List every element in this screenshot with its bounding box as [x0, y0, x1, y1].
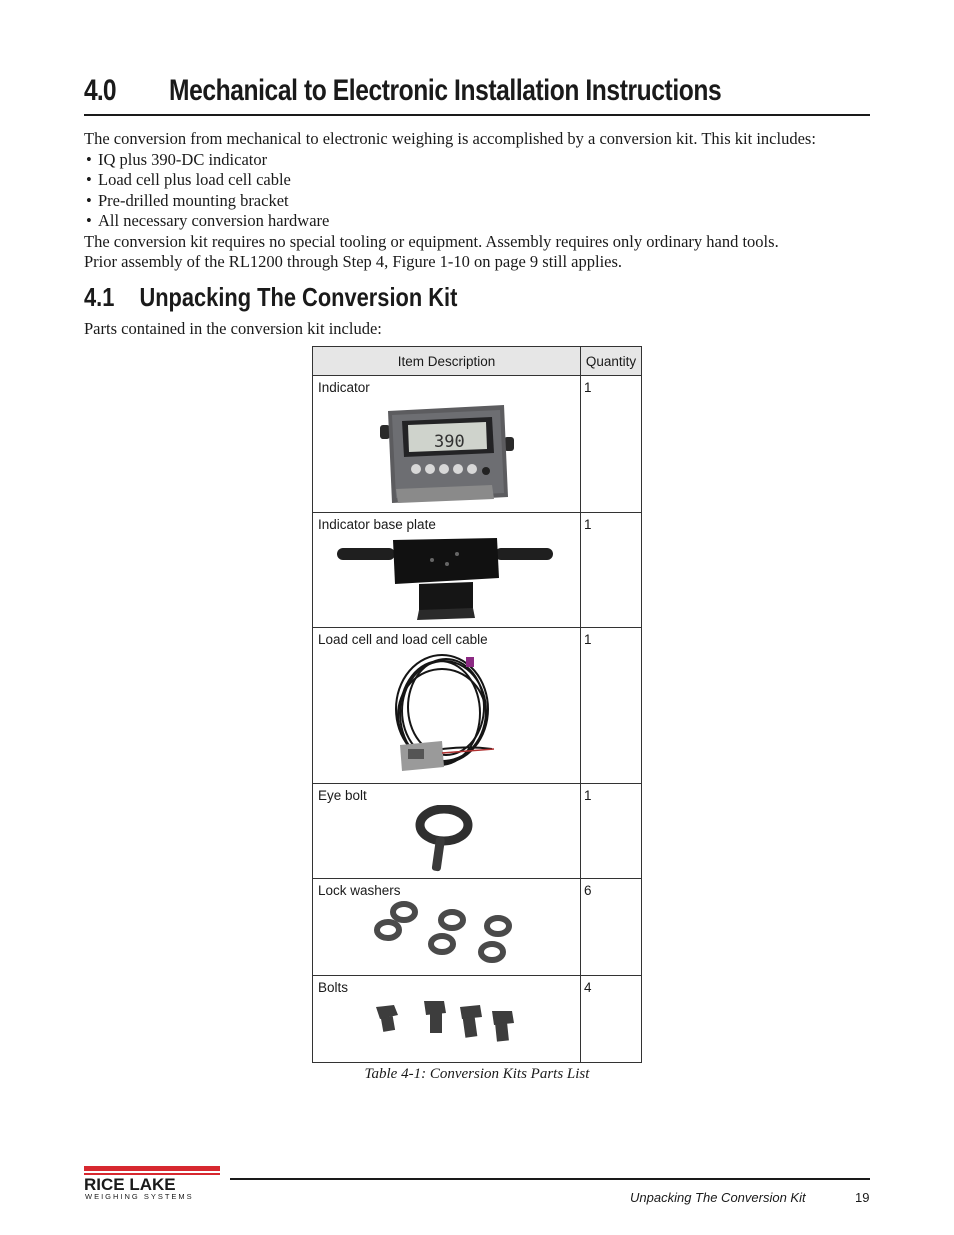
base-plate-photo-icon [337, 534, 557, 626]
eye-bolt-photo-icon [412, 805, 482, 873]
chapter-title: Mechanical to Electronic Installation Instructions [169, 74, 722, 107]
kit-list-item: • All necessary conversion hardware [86, 211, 330, 230]
intro-assembly-note: Prior assembly of the RL1200 through Step 4, Figure 1-10 on page 9 still applies. [84, 252, 623, 271]
table-row [313, 879, 642, 976]
quantity-cell: 4 [581, 976, 642, 1063]
item-description: Load cell and load cell cable [318, 632, 488, 647]
chapter-heading [84, 70, 870, 116]
quantity-cell: 6 [581, 879, 642, 976]
bolts-photo-icon [372, 997, 522, 1047]
item-description: Indicator base plate [318, 517, 436, 532]
intro-lead: The conversion from mechanical to electronic weighing is accomplished by a conversion kit. This kit includes: [84, 129, 816, 148]
item-description: Eye bolt [318, 788, 367, 803]
section-title: Unpacking The Conversion Kit [139, 282, 458, 312]
footer-rule [230, 1178, 870, 1180]
quantity-cell: 1 [581, 376, 642, 513]
description-cell [313, 628, 581, 784]
kit-list-item: • Pre-drilled mounting bracket [86, 190, 289, 210]
intro-block [84, 129, 874, 273]
description-header: Item Description [313, 347, 581, 376]
table-header-row [313, 347, 642, 376]
table-row [313, 784, 642, 879]
parts-table [312, 346, 642, 1063]
parts-intro: Parts contained in the conversion kit include: [84, 319, 382, 338]
svg-text:390: 390 [433, 432, 465, 452]
table-row [313, 376, 642, 513]
kit-list-item: • Load cell plus load cell cable [86, 170, 291, 189]
footer-section-title: Unpacking The Conversion Kit [630, 1190, 806, 1205]
indicator-photo-icon [372, 397, 522, 509]
item-description: Lock washers [318, 883, 401, 898]
item-description: Indicator [318, 380, 370, 395]
quantity-cell: 1 [581, 784, 642, 879]
description-cell [313, 976, 581, 1063]
rice-lake-logo-icon [84, 1166, 222, 1200]
description-cell [313, 784, 581, 879]
quantity-cell: 1 [581, 628, 642, 784]
kit-list-item: • IQ plus 390-DC indicator [86, 149, 268, 169]
svg-text:RICE LAKE: RICE LAKE [84, 1175, 176, 1194]
table-row [313, 976, 642, 1063]
table-row [313, 628, 642, 784]
svg-text:WEIGHING SYSTEMS: WEIGHING SYSTEMS [85, 1192, 194, 1200]
kit-list [84, 150, 874, 232]
description-cell [313, 513, 581, 628]
intro-tools-note: The conversion kit requires no special tooling or equipment. Assembly requires only ordinary hand tools. [84, 231, 779, 251]
description-cell [313, 376, 581, 513]
load-cell-photo-icon [382, 649, 512, 781]
item-description: Bolts [318, 980, 349, 995]
chapter-number: 4.0 [84, 74, 116, 107]
quantity-cell: 1 [581, 513, 642, 628]
lock-washers-photo-icon [372, 900, 522, 970]
page-number: 19 [855, 1190, 870, 1205]
section-number: 4.1 [84, 282, 115, 312]
table-row [313, 513, 642, 628]
table-caption: Table 4-1: Conversion Kits Parts List [364, 1066, 590, 1082]
quantity-header: Quantity [581, 347, 642, 376]
description-cell [313, 879, 581, 976]
section-heading [84, 282, 457, 313]
